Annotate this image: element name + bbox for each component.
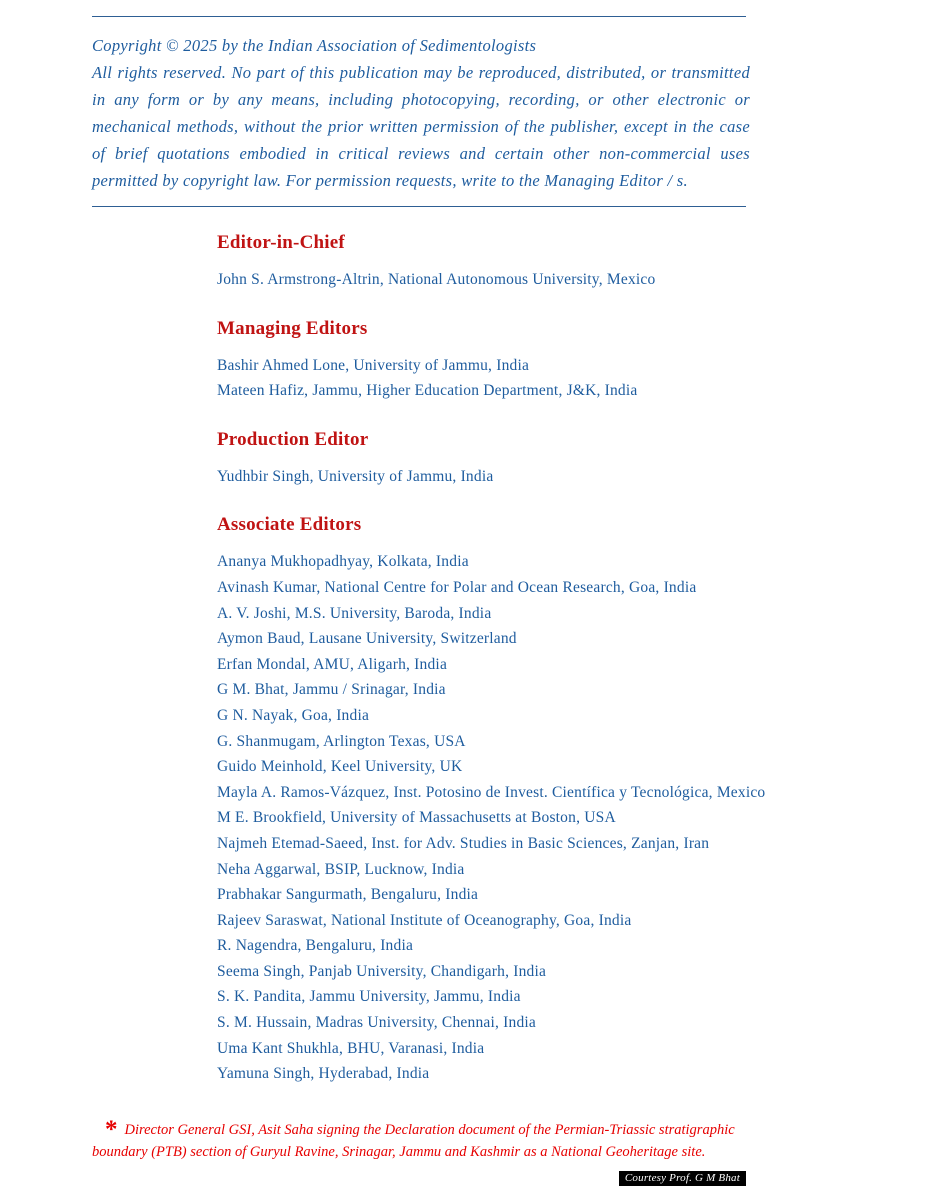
editor-entry: Mateen Hafiz, Jammu, Higher Education Department, J&K, India	[217, 382, 638, 400]
editor-entry: S. K. Pandita, Jammu University, Jammu, India	[217, 988, 521, 1006]
editor-entry: Mayla A. Ramos-Vázquez, Inst. Potosino de Invest. Científica y Tecnológica, Mexico	[217, 783, 766, 801]
editor-entry: John S. Armstrong-Altrin, National Autonomous University, Mexico	[217, 271, 656, 288]
editor-entry: Najmeh Etemad-Saeed, Inst. for Adv. Studies in Basic Sciences, Zanjan, Iran	[217, 834, 710, 852]
editor-entry: G. Shanmugam, Arlington Texas, USA	[217, 732, 466, 750]
copyright-line: Copyright © 2025 by the Indian Association of Sedimentologists	[92, 36, 537, 55]
courtesy-credit: Courtesy Prof. G M Bhat	[619, 1171, 746, 1186]
editor-entry: M E. Brookfield, University of Massachusetts at Boston, USA	[217, 809, 616, 827]
editor-entry: A. V. Joshi, M.S. University, Baroda, India	[217, 604, 492, 622]
editor-entry: Prabhakar Sangurmath, Bengaluru, India	[217, 886, 479, 904]
courtesy-row	[0, 1171, 928, 1186]
editor-entry: Uma Kant Shukhla, BHU, Varanasi, India	[217, 1039, 485, 1057]
editor-entry: S. M. Hussain, Madras University, Chennai, India	[217, 1014, 536, 1032]
footnote-asterisk: *	[105, 1115, 118, 1143]
editor-entry: Guido Meinhold, Keel University, UK	[217, 758, 463, 776]
editor-entry: Bashir Ahmed Lone, University of Jammu, India	[217, 356, 530, 374]
editor-entry: Yamuna Singh, Hyderabad, India	[217, 1065, 430, 1083]
editor-entry: R. Nagendra, Bengaluru, India	[217, 937, 414, 955]
editor-entry: Yudhbir Singh, University of Jammu, India	[217, 467, 494, 485]
footnote-text: Director General GSI, Asit Saha signing the Declaration document of the Permian-Triassic stratigraphic boundary (PTB) section of Guryul Ravine, Srinagar, Jammu and Kashmir as a National Geoheritage site.	[92, 1121, 735, 1160]
editor-entry: Aymon Baud, Lausane University, Switzerland	[217, 630, 517, 648]
top-rule	[92, 16, 746, 17]
section-heading: Managing Editors	[217, 317, 368, 339]
mid-rule	[92, 206, 746, 207]
copyright-body: All rights reserved. No part of this publication may be reproduced, distributed, or transmitted in any form or by any means, including photocopying, recording, or other electronic or mechanical methods, without the prior written permission of the publisher, except in the case of brief quotations embodied in critical reviews and certain other non-commercial uses permitted by copyright law. For permission requests, write to the Managing Editor / s.	[92, 63, 750, 190]
editorial-board	[217, 232, 928, 1087]
editor-entry: Avinash Kumar, National Centre for Polar and Ocean Research, Goa, India	[217, 578, 697, 596]
section-heading: Production Editor	[217, 428, 369, 450]
editor-entry: G N. Nayak, Goa, India	[217, 706, 370, 724]
editor-entry: Rajeev Saraswat, National Institute of Oceanography, Goa, India	[217, 911, 632, 929]
footnote	[92, 1115, 778, 1163]
section-heading: Editor-in-Chief	[217, 232, 345, 253]
editor-entry: Seema Singh, Panjab University, Chandigarh, India	[217, 962, 547, 980]
editor-entry: G M. Bhat, Jammu / Srinagar, India	[217, 681, 446, 699]
editor-entry: Erfan Mondal, AMU, Aligarh, India	[217, 655, 448, 673]
copyright-block	[92, 32, 750, 194]
editor-entry: Neha Aggarwal, BSIP, Lucknow, India	[217, 860, 465, 878]
section-heading: Associate Editors	[217, 514, 362, 536]
editor-entry: Ananya Mukhopadhyay, Kolkata, India	[217, 553, 469, 571]
